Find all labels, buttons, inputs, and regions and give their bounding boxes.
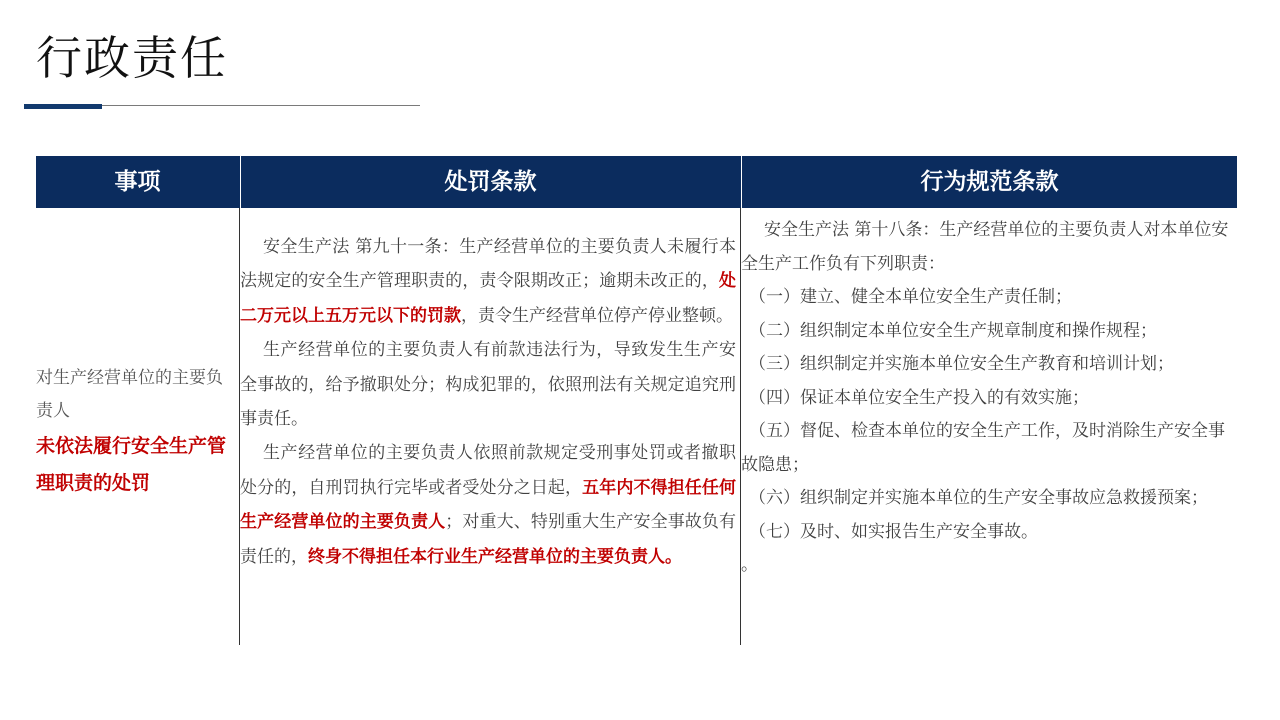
penalty-paragraph [240,230,736,333]
norm-item: （五）督促、检查本单位的安全生产工作，及时消除生产安全事故隐患； [741,421,1225,475]
penalty-text: ，责令生产经营单位停产停业整顿。 [461,305,733,326]
norm-item: （三）组织制定并实施本单位安全生产教育和培训计划； [749,354,1174,374]
penalty-paragraph [240,436,736,574]
page-title: 行政责任 [36,31,228,85]
matter-emphasis: 未依法履行安全生产管理职责的处罚 [36,435,227,494]
header-penalty-clause: 处罚条款 [240,156,740,208]
penalty-text: ；对重大、特别重大生产安全事故负有责任的， [240,512,737,567]
norm-item: （四）保证本单位安全生产投入的有效实施； [749,387,1089,408]
table-header [36,156,1237,208]
norm-item: （七）及时、如实报告生产安全事故。 [749,521,1038,542]
title-accent-bar [24,104,102,109]
norm-intro: 安全生产法 第十八条：生产经营单位的主要负责人对本单位安全生产工作负有下列职责： [741,220,1229,274]
header-matter: 事项 [114,169,161,195]
matter-subject: 对生产经营单位的主要负责人 [36,368,223,421]
penalty-text: 安全生产法 第九十一条：生产经营单位的主要负责人未履行本法规定的安全生产管理职责的，责令限期改正；逾期未改正的， [240,237,736,292]
penalty-highlight: 五年内不得担任任何生产经营单位的主要负责人 [240,477,737,533]
norm-cell [741,214,1237,583]
responsibility-table [36,156,1237,645]
penalty-text: 生产经营单位的主要负责人依照前款规定受刑事处罚或者撤职处分的，自刑罚执行完毕或者受处分之日起， [240,443,736,498]
penalty-cell [240,230,736,574]
penalty-highlight: 终身不得担任本行业生产经营单位的主要负责人。 [308,546,682,567]
penalty-paragraph: 生产经营单位的主要负责人有前款违法行为，导致发生生产安全事故的，给予撤职处分；构成犯罪的，依照刑法有关规定追究刑事责任。 [240,340,736,430]
norm-trailing-mark: 。 [741,555,758,575]
norm-item: （一）建立、健全本单位安全生产责任制； [749,287,1072,307]
norm-item: （六）组织制定并实施本单位的生产安全事故应急救援预案； [749,488,1208,508]
penalty-highlight: 处二万元以上五万元以下的罚款 [240,271,736,326]
norm-item: （二）组织制定本单位安全生产规章制度和操作规程； [749,320,1157,341]
matter-cell [36,362,236,502]
header-norm-clause: 行为规范条款 [741,156,1237,208]
